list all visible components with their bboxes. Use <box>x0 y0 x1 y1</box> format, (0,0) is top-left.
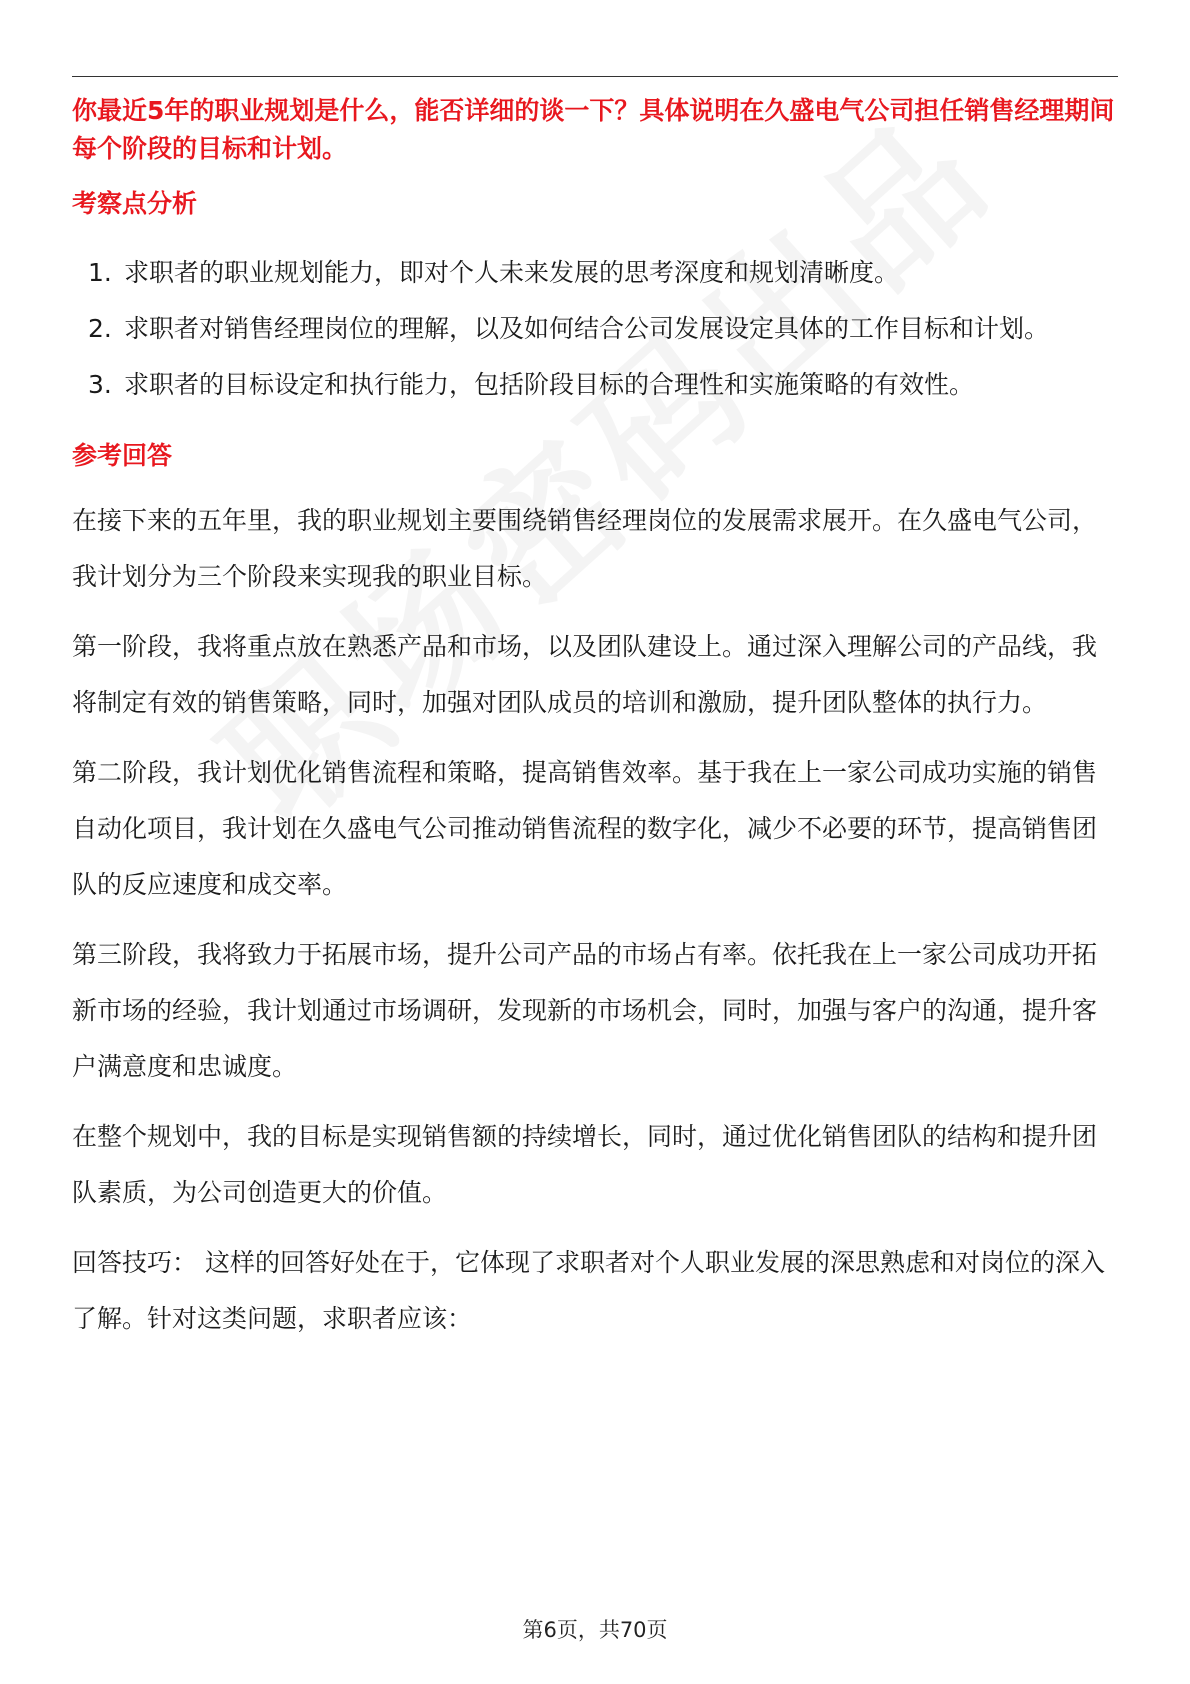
list-item-text: 求职者对销售经理岗位的理解，以及如何结合公司发展设定具体的工作目标和计划。 <box>124 314 1050 343</box>
header-rule <box>72 76 1118 77</box>
list-item-number: 1. <box>88 258 112 287</box>
analysis-list <box>72 245 1118 413</box>
list-item-text: 求职者的职业规划能力，即对个人未来发展的思考深度和规划清晰度。 <box>124 258 900 287</box>
answer-heading: 参考回答 <box>72 441 173 470</box>
answer-paragraph: 在接下来的五年里，我的职业规划主要围绕销售经理岗位的发展需求展开。在久盛电气公司，我计划分为三个阶段来实现我的职业目标。 <box>72 506 1098 591</box>
list-item <box>72 301 1118 357</box>
list-item <box>72 357 1118 413</box>
page-content <box>72 92 1118 1347</box>
answer-paragraph: 第二阶段，我计划优化销售流程和策略，提高销售效率。基于我在上一家公司成功实施的销售自动化项目，我计划在久盛电气公司推动销售流程的数字化，减少不必要的环节，提高销售团队的反应速度和成交率。 <box>72 758 1098 899</box>
list-item-text: 求职者的目标设定和执行能力，包括阶段目标的合理性和实施策略的有效性。 <box>124 370 975 399</box>
answer-paragraph: 第一阶段，我将重点放在熟悉产品和市场，以及团队建设上。通过深入理解公司的产品线，我将制定有效的销售策略，同时，加强对团队成员的培训和激励，提升团队整体的执行力。 <box>72 632 1098 717</box>
answer-paragraph: 第三阶段，我将致力于拓展市场，提升公司产品的市场占有率。依托我在上一家公司成功开拓新市场的经验，我计划通过市场调研，发现新的市场机会，同时，加强与客户的沟通，提升客户满意度和忠诚度。 <box>72 940 1098 1081</box>
list-item-number: 2. <box>88 314 112 343</box>
answer-paragraph: 在整个规划中，我的目标是实现销售额的持续增长，同时，通过优化销售团队的结构和提升团队素质，为公司创造更大的价值。 <box>72 1122 1098 1207</box>
page-number: 第6页，共70页 <box>522 1618 668 1642</box>
question-title: 你最近5年的职业规划是什么，能否详细的谈一下？具体说明在久盛电气公司担任销售经理期间每个阶段的目标和计划。 <box>72 96 1115 163</box>
answer-tip-paragraph: 回答技巧： 这样的回答好处在于，它体现了求职者对个人职业发展的深思熟虑和对岗位的深入了解。针对这类问题，求职者应该： <box>72 1248 1105 1333</box>
list-item-number: 3. <box>88 370 112 399</box>
list-item <box>72 245 1118 301</box>
analysis-heading: 考察点分析 <box>72 189 198 218</box>
